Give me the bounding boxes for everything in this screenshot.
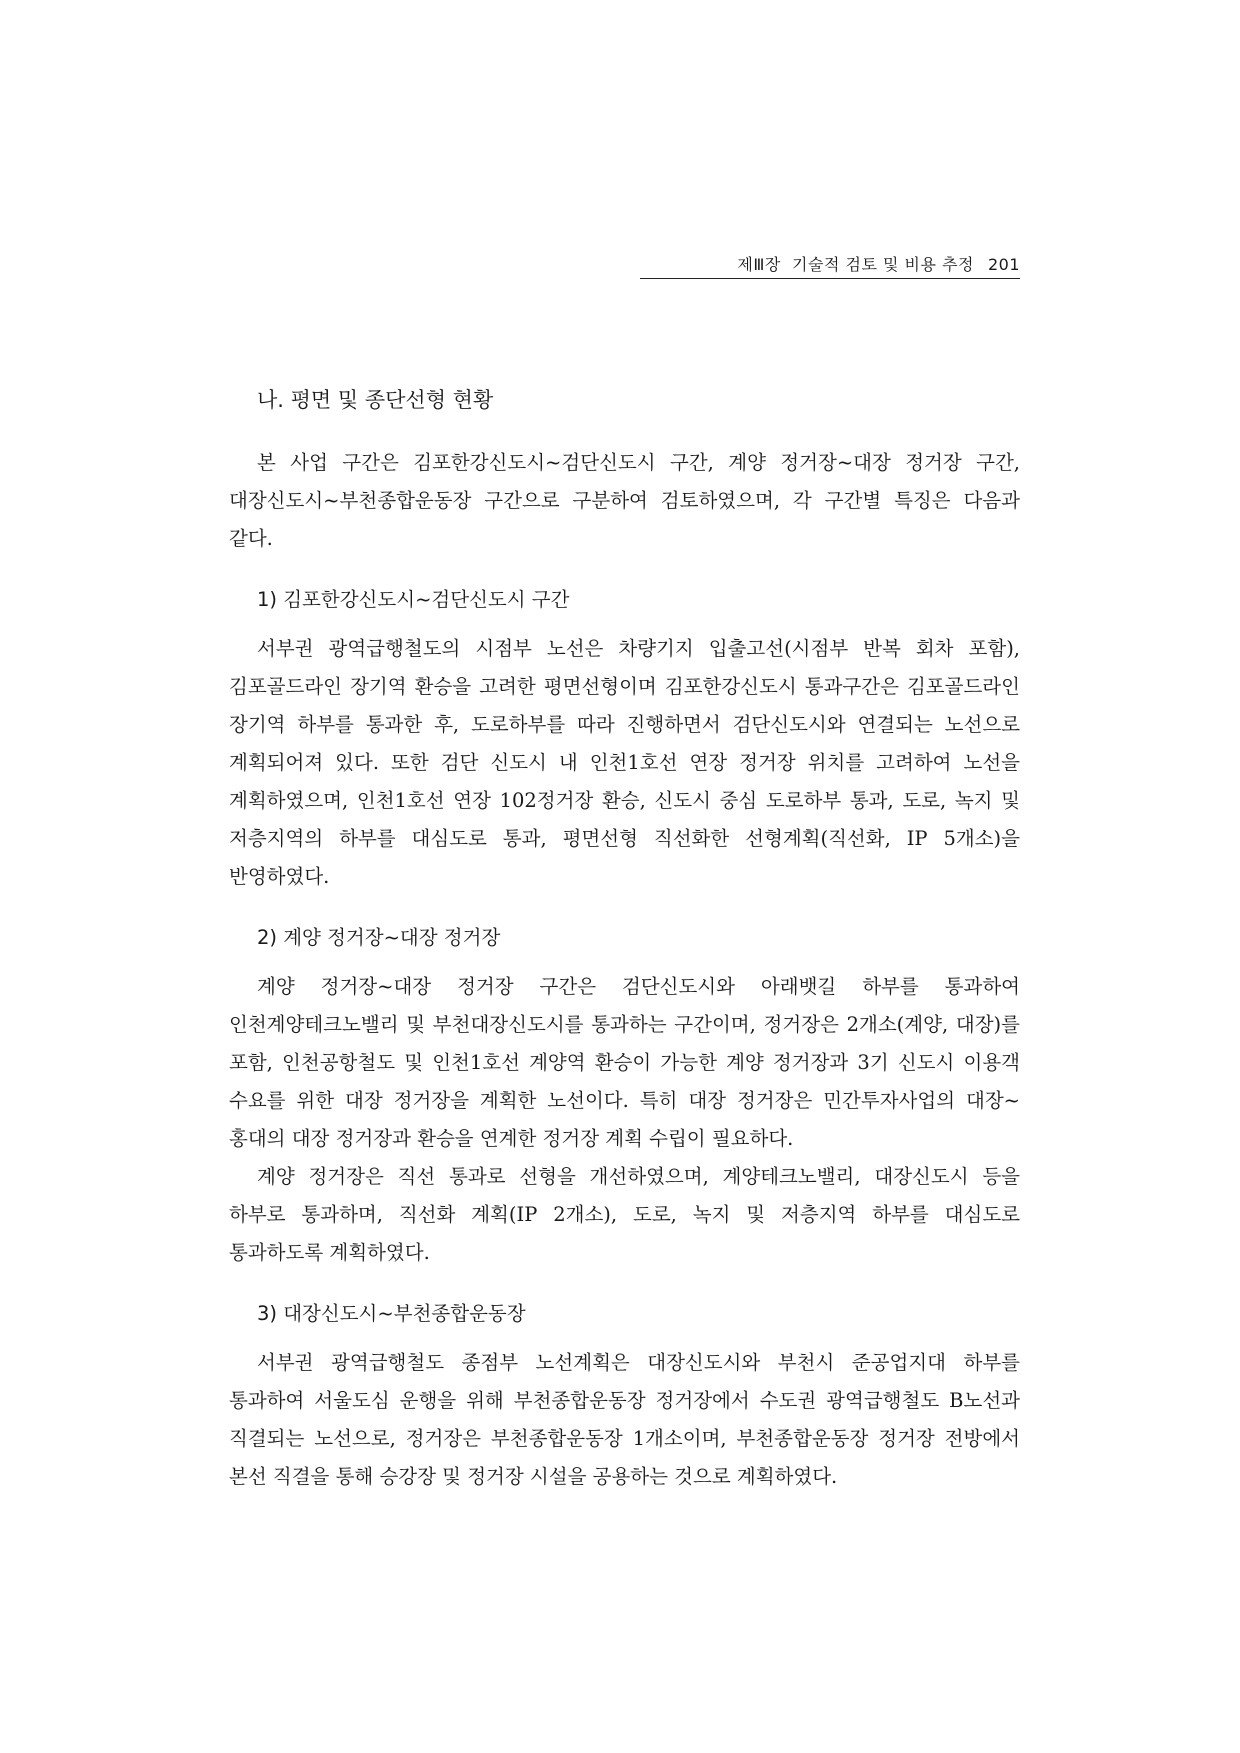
subsection-heading-2: 2) 계양 정거장~대장 정거장 [257, 926, 501, 949]
subsection-2-paragraph-2: 계양 정거장은 직선 통과로 선형을 개선하였으며, 계양테크노밸리, 대장신도시 등을 하부로 통과하며, 직선화 계획(IP 2개소), 도로, 녹지 및 저층지역 하부를 대심도로 통과하도록 계획하였다. [229, 1165, 1020, 1264]
section-heading: 나. 평면 및 종단선형 현황 [257, 388, 494, 412]
chapter-title: 제Ⅲ장 기술적 검토 및 비용 추정 [737, 255, 974, 274]
subsection-heading-3: 3) 대장신도시~부천종합운동장 [257, 1302, 526, 1325]
subsection-3-paragraph: 서부권 광역급행철도 종점부 노선계획은 대장신도시와 부천시 준공업지대 하부를 통과하여 서울도심 운행을 위해 부천종합운동장 정거장에서 수도권 광역급행철도 B노선과 직결되는 노선으로, 정거장은 부천종합운동장 1개소이며, 부천종합운동장 정거장 전방에서 본선 직결을 통해 승강장 및 정거장 시설을 공용하는 것으로 계획하였다. [229, 1351, 1020, 1488]
page-number: 201 [987, 255, 1020, 274]
subsection-2-paragraph-1: 계양 정거장~대장 정거장 구간은 검단신도시와 아래뱃길 하부를 통과하여 인천계양테크노밸리 및 부천대장신도시를 통과하는 구간이며, 정거장은 2개소(계양, 대장)를 포함, 인천공항철도 및 인천1호선 계양역 환승이 가능한 계양 정거장과 3기 신도시 이용객 수요를 위한 대장 정거장을 계획한 노선이다. 특히 대장 정거장은 민간투자사업의 대장~홍대의 대장 정거장과 환승을 연계한 정거장 계획 수립이 필요하다. [229, 975, 1020, 1150]
intro-paragraph: 본 사업 구간은 김포한강신도시~검단신도시 구간, 계양 정거장~대장 정거장 구간, 대장신도시~부천종합운동장 구간으로 구분하여 검토하였으며, 각 구간별 특징은 다음과 같다. [229, 451, 1020, 550]
page-body [229, 380, 1020, 1496]
subsection-heading-1: 1) 김포한강신도시~검단신도시 구간 [257, 588, 570, 611]
running-header [640, 252, 1020, 279]
subsection-1-paragraph: 서부권 광역급행철도의 시점부 노선은 차량기지 입출고선(시점부 반복 회차 포함), 김포골드라인 장기역 환승을 고려한 평면선형이며 김포한강신도시 통과구간은 김포골드라인 장기역 하부를 통과한 후, 도로하부를 따라 진행하면서 검단신도시와 연결되는 노선으로 계획되어져 있다. 또한 검단 신도시 내 인천1호선 연장 정거장 위치를 고려하여 노선을 계획하였으며, 인천1호선 연장 102정거장 환승, 신도시 중심 도로하부 통과, 도로, 녹지 및 저층지역의 하부를 대심도로 통과, 평면선형 직선화한 선형계획(직선화, IP 5개소)을 반영하였다. [229, 637, 1020, 888]
